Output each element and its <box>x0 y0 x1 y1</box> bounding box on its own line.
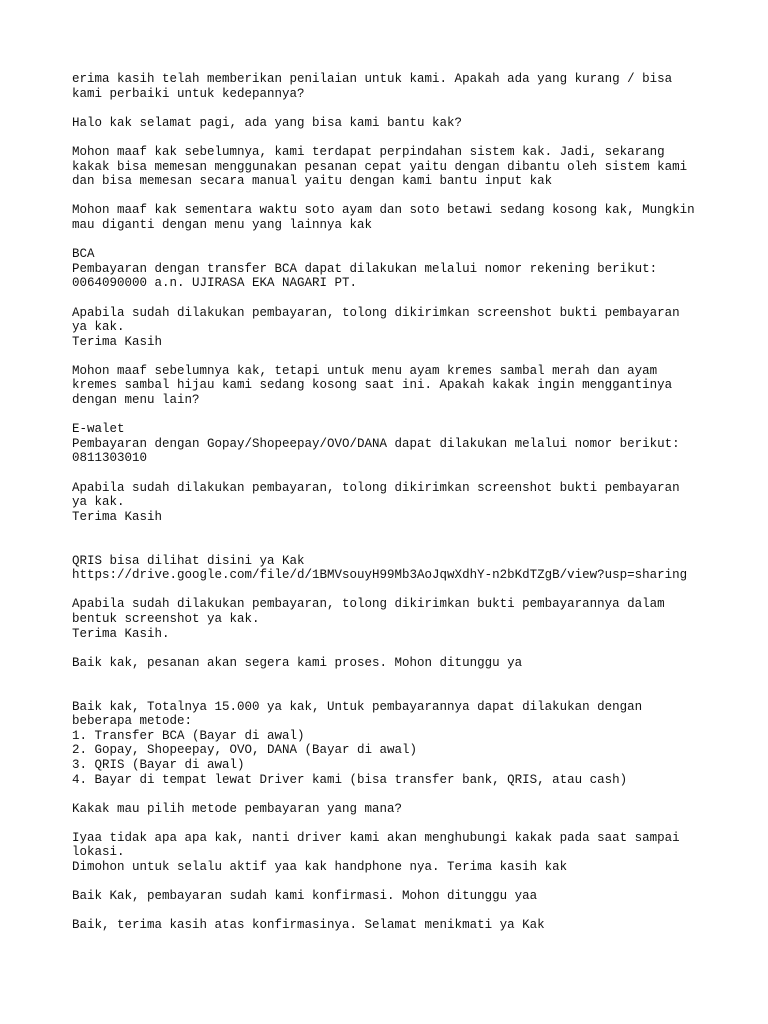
blank-line <box>72 291 712 306</box>
text-line: ya kak. <box>72 495 125 510</box>
text-line: BCA <box>72 247 95 262</box>
text-line: Pembayaran dengan transfer BCA dapat dilakukan melalui nomor rekening berikut: <box>72 261 658 276</box>
list-item: 2. Gopay, Shopeepay, OVO, DANA (Bayar di awal) <box>72 743 418 758</box>
list-item: 4. Bayar di tempat lewat Driver kami (bisa transfer bank, QRIS, atau cash) <box>72 772 628 787</box>
blank-line <box>72 349 712 364</box>
text-line: Baik, terima kasih atas konfirmasinya. Selamat menikmati ya Kak <box>72 918 545 933</box>
blank-line <box>72 904 712 919</box>
text-line: Dimohon untuk selalu aktif yaa kak handphone nya. Terima kasih kak <box>72 860 568 875</box>
text-line: Baik kak, Totalnya 15.000 ya kak, Untuk pembayarannya dapat dilakukan dengan <box>72 699 643 714</box>
blank-line <box>72 189 712 204</box>
blank-line <box>72 816 712 831</box>
blank-line <box>72 875 712 890</box>
text-line: Mohon maaf sebelumnya kak, tetapi untuk menu ayam kremes sambal merah dan ayam <box>72 363 658 378</box>
document-page <box>72 72 712 933</box>
text-line: bentuk screenshot ya kak. <box>72 611 260 626</box>
blank-line <box>72 524 712 553</box>
text-line: dan bisa memesan secara manual yaitu dengan kami bantu input kak <box>72 174 553 189</box>
text-line: lokasi. <box>72 845 125 860</box>
text-line: Mohon maaf kak sementara waktu soto ayam dan soto betawi sedang kosong kak, Mungkin <box>72 203 695 218</box>
text-line: Baik kak, pesanan akan segera kami proses. Mohon ditunggu ya <box>72 655 523 670</box>
blank-line <box>72 408 712 423</box>
text-line: Apabila sudah dilakukan pembayaran, tolong dikirimkan bukti pembayarannya dalam <box>72 597 665 612</box>
blank-line <box>72 641 712 656</box>
text-line: Halo kak selamat pagi, ada yang bisa kami bantu kak? <box>72 115 463 130</box>
text-line: QRIS bisa dilihat disini ya Kak <box>72 553 305 568</box>
text-line: kakak bisa memesan menggunakan pesanan cepat yaitu dengan dibantu oleh sistem kami <box>72 159 688 174</box>
text-line: Terima Kasih <box>72 509 163 524</box>
text-line: 0064090000 a.n. UJIRASA EKA NAGARI PT. <box>72 276 358 291</box>
text-line: kremes sambal hijau kami sedang kosong saat ini. Apakah kakak ingin menggantinya <box>72 378 673 393</box>
list-item: 1. Transfer BCA (Bayar di awal) <box>72 728 305 743</box>
text-line: erima kasih telah memberikan penilaian untuk kami. Apakah ada yang kurang / bisa <box>72 72 673 86</box>
text-line: Terima Kasih <box>72 334 163 349</box>
text-line: Iyaa tidak apa apa kak, nanti driver kami akan menghubungi kakak pada saat sampai <box>72 830 680 845</box>
text-line: Baik Kak, pembayaran sudah kami konfirmasi. Mohon ditunggu yaa <box>72 889 538 904</box>
text-line: E-walet <box>72 422 125 437</box>
blank-line <box>72 670 712 699</box>
text-line: 0811303010 <box>72 451 148 466</box>
blank-line <box>72 101 712 116</box>
blank-line <box>72 130 712 145</box>
text-line: beberapa metode: <box>72 714 193 729</box>
blank-line <box>72 233 712 248</box>
text-line: Mohon maaf kak sebelumnya, kami terdapat perpindahan sistem kak. Jadi, sekarang <box>72 144 665 159</box>
text-line: kami perbaiki untuk kedepannya? <box>72 86 305 101</box>
blank-line <box>72 466 712 481</box>
blank-line <box>72 583 712 598</box>
text-line: dengan menu lain? <box>72 393 200 408</box>
text-line: Apabila sudah dilakukan pembayaran, tolong dikirimkan screenshot bukti pembayaran <box>72 480 680 495</box>
text-line: ya kak. <box>72 320 125 335</box>
text-line: Kakak mau pilih metode pembayaran yang mana? <box>72 801 403 816</box>
text-line: Apabila sudah dilakukan pembayaran, tolong dikirimkan screenshot bukti pembayaran <box>72 305 680 320</box>
list-item: 3. QRIS (Bayar di awal) <box>72 757 245 772</box>
text-line: Pembayaran dengan Gopay/Shopeepay/OVO/DANA dapat dilakukan melalui nomor berikut: <box>72 436 680 451</box>
text-line: mau diganti dengan menu yang lainnya kak <box>72 217 373 232</box>
text-line: Terima Kasih. <box>72 626 170 641</box>
drive-link[interactable]: https://drive.google.com/file/d/1BMVsouyH99Mb3AoJqwXdhY-n2bKdTZgB/view?usp=sharing <box>72 568 688 583</box>
blank-line <box>72 787 712 802</box>
